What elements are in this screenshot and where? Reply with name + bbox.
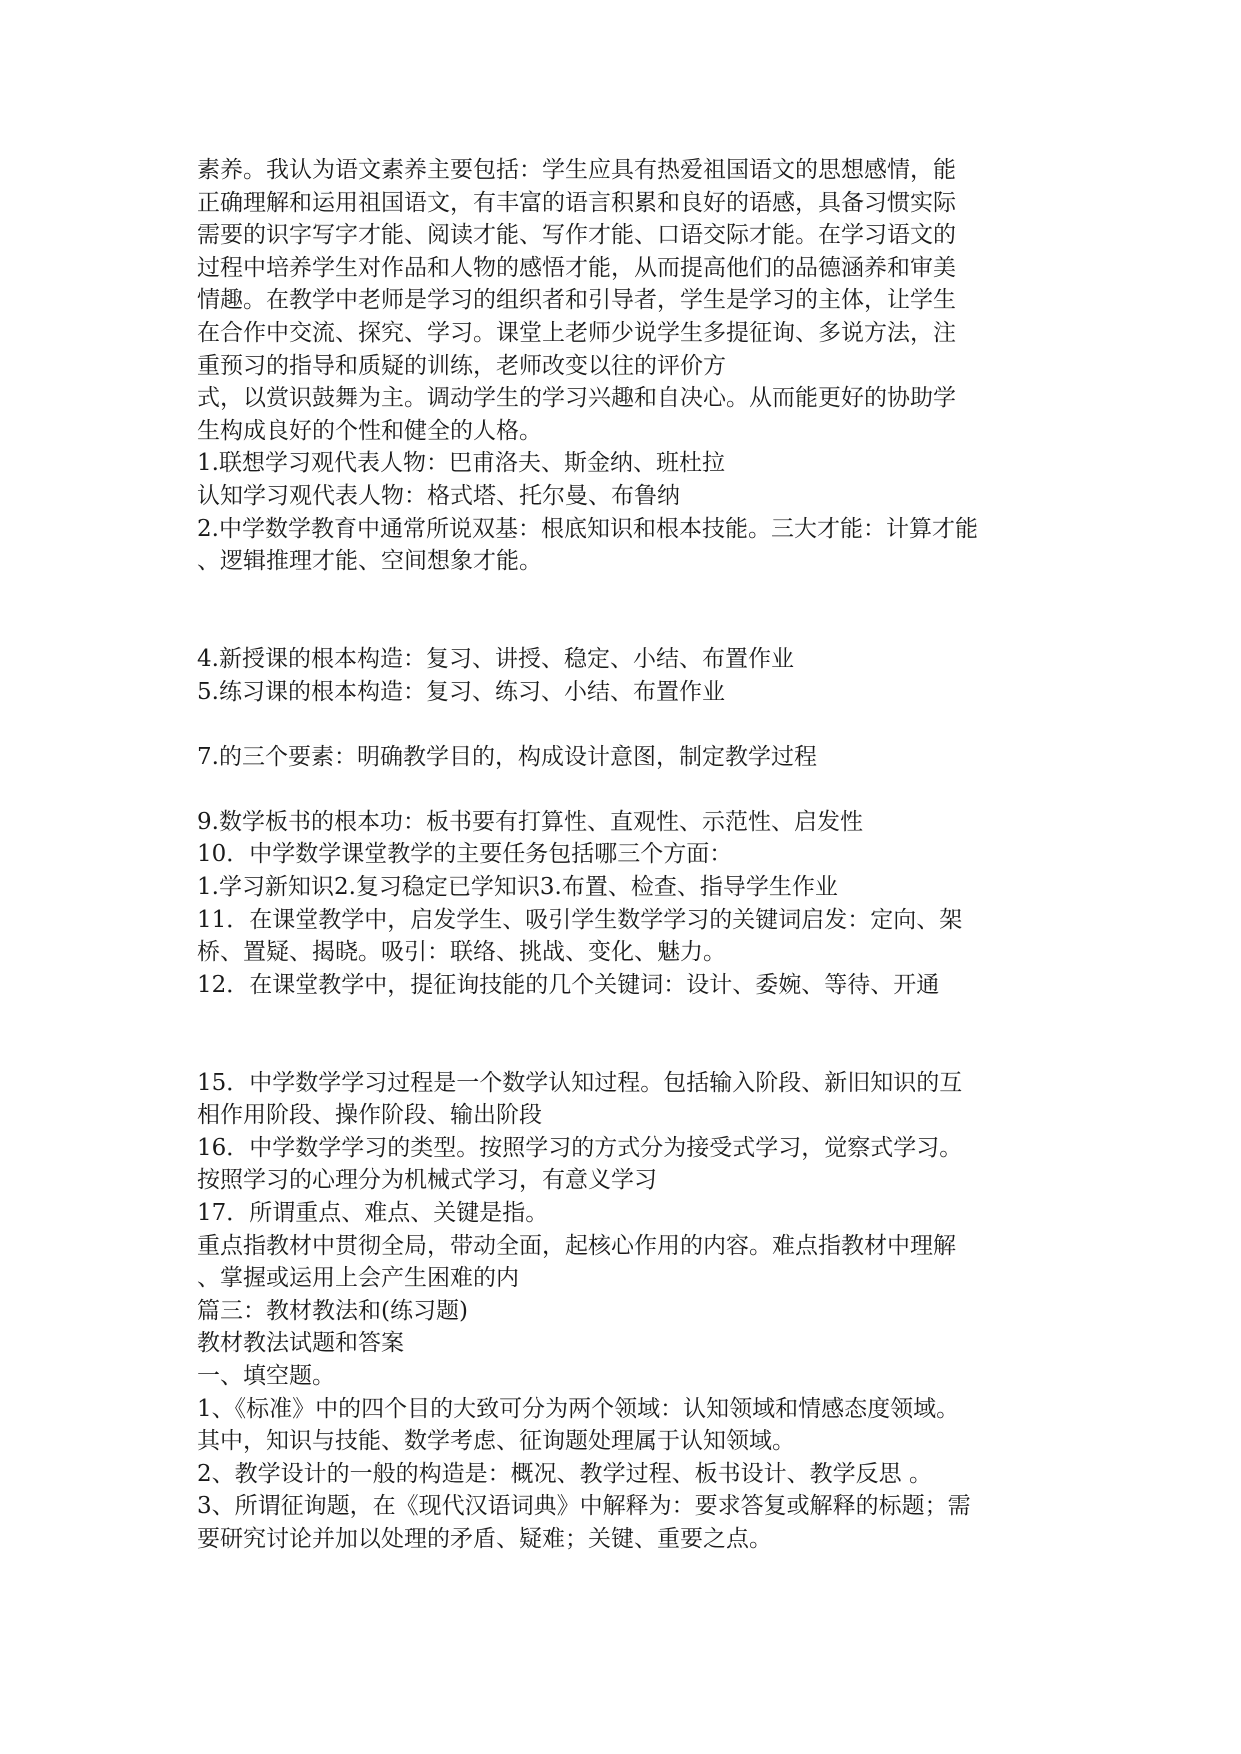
text-line: 需要的识字写字才能、阅读才能、写作才能、口语交际才能。在学习语文的 — [197, 222, 956, 249]
text-line: 按照学习的心理分为机械式学习，有意义学习 — [197, 1167, 657, 1194]
text-line: 1.学习新知识2.复习稳定已学知识3.布置、检查、指导学生作业 — [197, 874, 838, 901]
text-line: 重预习的指导和质疑的训练，老师改变以往的评价方 — [197, 352, 726, 379]
text-line: 在合作中交流、探究、学习。课堂上老师少说学生多提征询、多说方法，注 — [197, 319, 956, 346]
text-line: 1.联想学习观代表人物：巴甫洛夫、斯金纳、班杜拉 — [197, 450, 725, 477]
text-line: 桥、置疑、揭晓。吸引：联络、挑战、变化、魅力。 — [197, 939, 726, 966]
paragraph-block-4 — [197, 806, 1057, 1002]
text-line: 17．所谓重点、难点、关键是指。 — [197, 1200, 549, 1226]
text-line: 4.新授课的根本构造：复习、讲授、稳定、小结、布置作业 — [197, 645, 794, 672]
text-line: 相作用阶段、操作阶段、输出阶段 — [197, 1102, 542, 1129]
question-type-heading: 一、填空题。 — [197, 1362, 335, 1389]
text-line: 情趣。在教学中老师是学习的组织者和引导者，学生是学习的主体，让学生 — [197, 287, 956, 314]
text-line: 认知学习观代表人物：格式塔、托尔曼、布鲁纳 — [197, 482, 680, 509]
text-line: 要研究讨论并加以处理的矛盾、疑难；关键、重要之点。 — [197, 1525, 772, 1552]
blank-space — [197, 1001, 1057, 1066]
text-line: 12．在课堂教学中，提征询技能的几个关键词：设计、委婉、等待、开通 — [197, 971, 940, 998]
text-line: 5.练习课的根本构造：复习、练习、小结、布置作业 — [197, 678, 725, 705]
text-line: 正确理解和运用祖国语文，有丰富的语言积累和良好的语感，具备习惯实际 — [197, 189, 956, 216]
paragraph-block-1 — [197, 154, 1057, 578]
text-line: 素养。我认为语文素养主要包括：学生应具有热爱祖国语文的思想感情，能 — [197, 157, 956, 183]
text-line: 过程中培养学生对作品和人物的感悟才能，从而提高他们的品德涵养和审美 — [197, 254, 956, 281]
text-line: 其中，知识与技能、数学考虑、征询题处理属于认知领域。 — [197, 1428, 795, 1455]
text-line: 2.中学数学教育中通常所说双基：根底知识和根本技能。三大才能：计算才能 — [197, 515, 978, 542]
text-line: 1、《标准》中的四个目的大致可分为两个领域：认知领域和情感态度领域。 — [197, 1395, 960, 1422]
text-line: 、掌握或运用上会产生困难的内 — [197, 1265, 519, 1292]
paragraph-block-3 — [197, 741, 1057, 774]
text-line: 11．在课堂教学中，启发学生、吸引学生数学学习的关键词启发：定向、架 — [197, 906, 963, 933]
text-line: 16．中学数学学习的类型。按照学习的方式分为接受式学习，觉察式学习。 — [197, 1134, 963, 1161]
paragraph-block-5 — [197, 1067, 1057, 1556]
blank-space — [197, 773, 1057, 806]
text-line: 2、教学设计的一般的构造是：概况、教学过程、板书设计、教学反思 。 — [197, 1460, 932, 1487]
text-line: 生构成良好的个性和健全的人格。 — [197, 417, 542, 444]
text-line: 重点指教材中贯彻全局，带动全面，起核心作用的内容。难点指教材中理解 — [197, 1232, 956, 1259]
text-line: 15．中学数学学习过程是一个数学认知过程。包括输入阶段、新旧知识的互 — [197, 1069, 963, 1096]
text-line: 7.的三个要素：明确教学目的，构成设计意图，制定教学过程 — [197, 743, 817, 770]
text-line: 9.数学板书的根本功：板书要有打算性、直观性、示范性、启发性 — [197, 808, 863, 835]
section-subheading: 教材教法试题和答案 — [197, 1330, 404, 1357]
paragraph-block-2 — [197, 643, 1057, 708]
text-line: 式，以赏识鼓舞为主。调动学生的学习兴趣和自决心。从而能更好的协助学 — [197, 385, 956, 412]
text-line: 、逻辑推理才能、空间想象才能。 — [197, 548, 542, 575]
blank-space — [197, 708, 1057, 741]
section-heading: 篇三：教材教法和(练习题) — [197, 1297, 468, 1324]
text-line: 10．中学数学课堂教学的主要任务包括哪三个方面： — [197, 841, 733, 868]
text-line: 3、所谓征询题，在《现代汉语词典》中解释为：要求答复或解释的标题；需 — [197, 1493, 971, 1520]
document-body — [197, 154, 1057, 1556]
blank-space — [197, 578, 1057, 643]
